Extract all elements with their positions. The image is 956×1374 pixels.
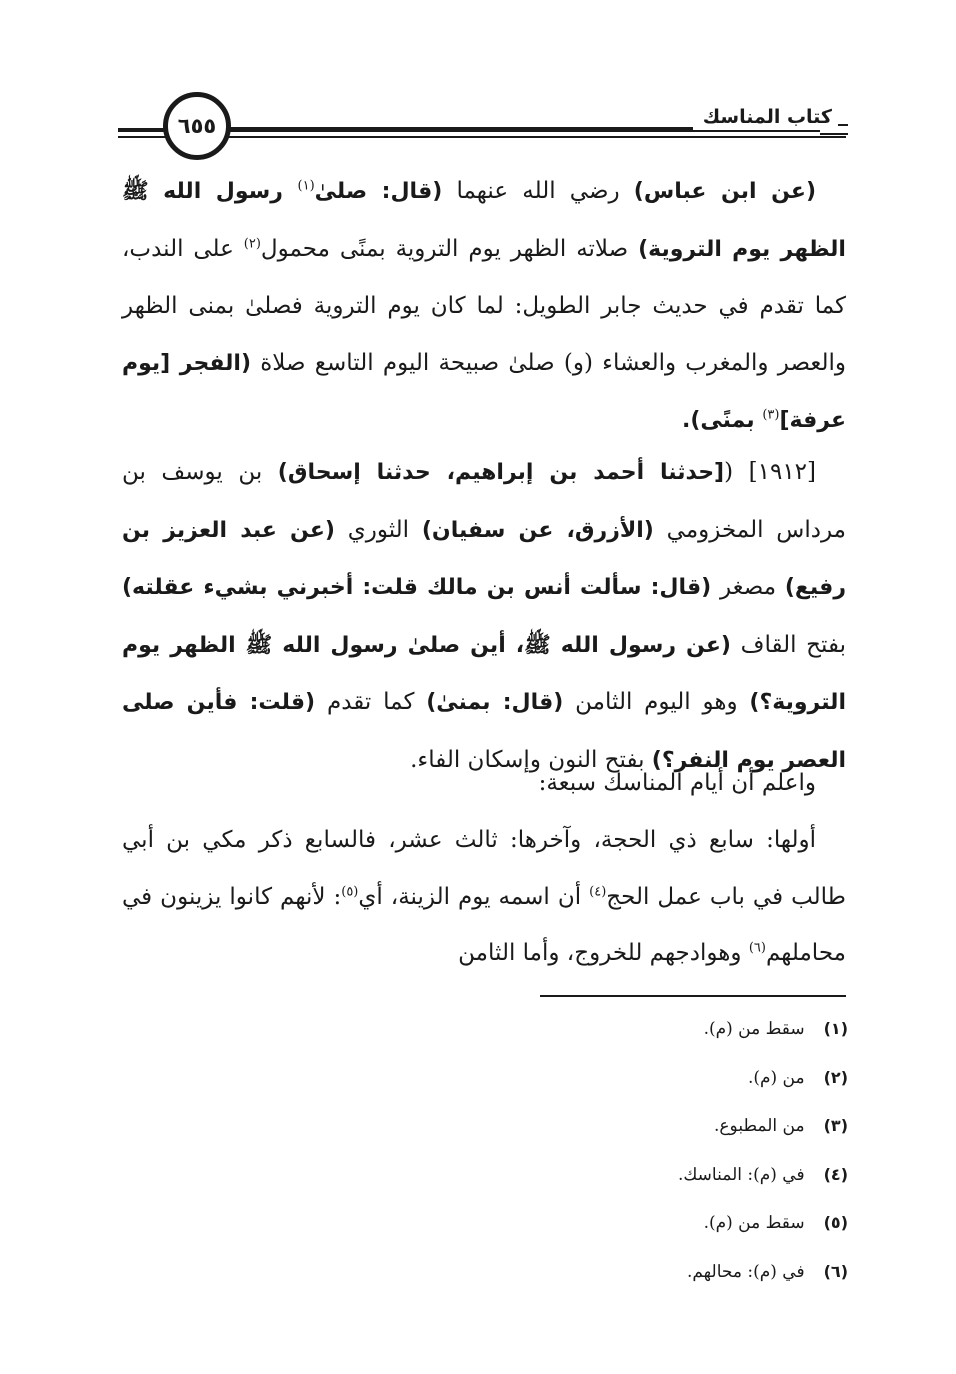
text-run: (عن ابن عباس)	[633, 179, 817, 204]
text-run: رضي الله عنهما	[442, 178, 634, 204]
footnote-text: من المطبوع.	[714, 1116, 805, 1136]
text-run: [١٩١٢] (	[724, 459, 817, 485]
footnote	[248, 1248, 848, 1297]
footnote-marker: (٦)	[748, 940, 766, 956]
footnote-text: سقط من (م).	[703, 1019, 805, 1039]
text-run: (عن رسول الله ﷺ، أين صلىٰ رسول الله ﷺ الظهر يوم التروية؟)	[122, 632, 846, 715]
footnote-text: في (م): المناسك.	[677, 1164, 805, 1185]
text-run: أن اسمه يوم الزينة، أي	[358, 883, 590, 910]
header-rule-thin	[226, 136, 846, 138]
footnote-marker: (٤)	[589, 883, 607, 899]
footnote-number: (٥)	[823, 1213, 848, 1232]
footnote	[248, 1005, 848, 1054]
text-run: (قلت: فأين صلى العصر يوم النفر؟)	[122, 690, 846, 773]
paragraph-1	[122, 163, 846, 450]
text-run: أولها: سابع ذي الحجة، وآخرها: ثالث عشر، فالسابع ذكر مكي بن أبي طالب في باب عمل الحج	[122, 827, 846, 910]
footnote-text: في (م): محالهم.	[686, 1261, 805, 1282]
text-run: (الأزرق، عن سفيان)	[421, 517, 654, 543]
footnote-number: (٢)	[823, 1067, 848, 1087]
text-run: بفتح القاف	[730, 631, 847, 658]
page-number-badge	[163, 92, 231, 160]
footnote	[248, 1151, 848, 1200]
text-run: (الفجر [يوم عرفة]	[122, 350, 846, 433]
text-run: الثوري	[334, 516, 422, 543]
footnote-text: سقط من (م).	[703, 1213, 805, 1233]
footnote-marker: (١)	[297, 178, 315, 194]
paragraph-2	[122, 444, 846, 789]
footnote-marker: (٢)	[243, 235, 261, 251]
text-run: واعلم أن أيام المناسك سبعة:	[538, 770, 816, 796]
footnote-number: (٣)	[823, 1116, 848, 1135]
text-run: كما تقدم	[315, 689, 427, 715]
footnote-separator	[540, 995, 846, 997]
paragraph-3	[122, 755, 846, 812]
header-rule-left-thin	[118, 136, 170, 138]
footnote-text: من (م).	[747, 1067, 805, 1088]
footnote-number: (١)	[823, 1019, 848, 1038]
text-run: صلاته الظهر يوم التروية بمنًى محمول	[260, 235, 639, 262]
text-run: بفتح النون وإسكان الفاء.	[410, 746, 652, 773]
text-run: رسول الله ﷺ الظهر يوم التروية)	[122, 179, 846, 262]
text-run: على الندب، كما تقدم في حديث جابر الطويل: لما كان يوم التروية فصلىٰ بمنى الظهر والعصر والمغرب والعشاء (و) صلىٰ صبيحة اليوم التاسع صلاة	[122, 235, 846, 376]
footnote-number: (٦)	[823, 1261, 848, 1281]
footnotes-list	[248, 1005, 848, 1296]
footnote	[248, 1199, 848, 1248]
footnote	[248, 1054, 848, 1103]
text-run: [حدثنا أحمد بن إبراهيم، حدثنا إسحاق)	[277, 460, 725, 485]
paragraph-4	[122, 812, 846, 982]
text-run: (عن عبد العزيز بن رفيع)	[122, 517, 846, 600]
text-run: بن يوسف بن مرداس المخزومي	[122, 459, 846, 543]
footnote-number: (٤)	[823, 1164, 848, 1184]
text-run: (قال: صلىٰ	[314, 179, 443, 204]
footnote-marker: (٥)	[341, 883, 359, 899]
footnote-marker: (٣)	[762, 407, 780, 423]
running-header-title: كتاب المناسك	[693, 104, 838, 130]
text-run: مصغر	[711, 574, 785, 600]
text-run: (قال: بمنىٰ)	[426, 690, 564, 715]
text-run: : لأنهم كانوا يزينون في محاملهم	[122, 883, 846, 966]
footnote	[248, 1102, 848, 1151]
page-number: ٦٥٥	[177, 114, 217, 138]
text-run: وهوادجهم للخروج، وأما الثامن	[458, 940, 749, 966]
text-run: بمنًى).	[682, 408, 763, 433]
text-run: وهو اليوم الثامن	[563, 689, 750, 715]
text-run: (قال: سألت أنس بن مالك قلت: أخبرني بشيء عقلته)	[122, 575, 712, 600]
